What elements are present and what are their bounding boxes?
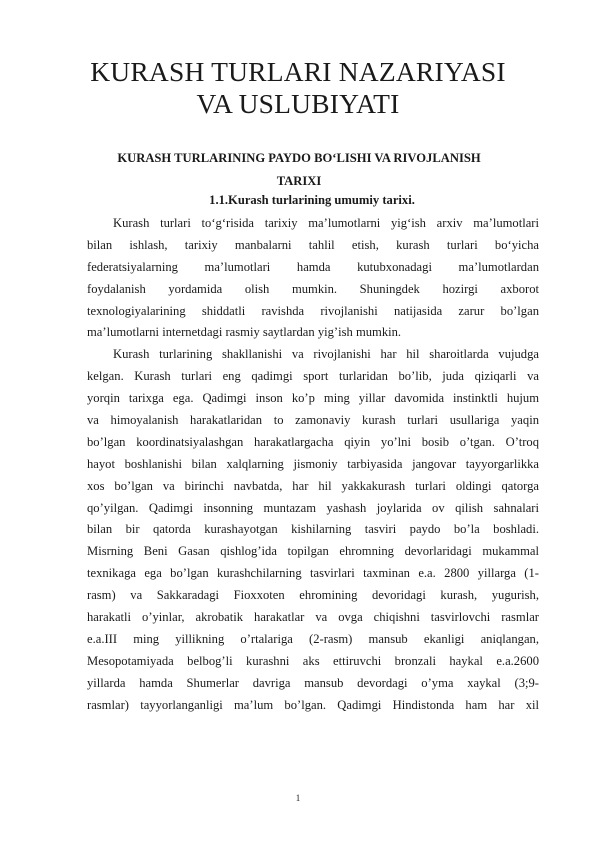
text-line: rasm) va Sakkaradagi Fioxxoten ehromining devoridagi kurash, yugurish, [87, 588, 539, 603]
body-text [87, 213, 539, 716]
text-line: qo’yilgan. Qadimgi insonning muntazam yashash joylarida ov qilish sahnalari [87, 500, 539, 515]
text-line: rasmlar) tayyorlanganligi ma’lum bo’lgan. Qadimgi Hindistonda ham har xil [87, 697, 539, 712]
text-line: federatsiyalarning ma’lumotlari hamda kutubxonadagi ma’lumotlardan [87, 259, 539, 274]
text-line: Kurash turlarining shakllanishi va rivojlanishi har hil sharoitlarda vujudga [113, 347, 539, 362]
text-line: xos bo’lgan va birinchi navbatda, har hil yakkakurash turlari oldingi qatorga [87, 478, 539, 493]
chapter-heading [96, 147, 502, 193]
text-line: texnikaga ega bo’lgan kurashchilarning tasvirlari taxminan e.a. 2800 yillarga (1- [87, 566, 539, 581]
text-line: yorqin tarixga ega. Qadimgi inson ko’p ming yillar davomida instinktli hujum [87, 391, 539, 406]
text-line: texnologiyalarining shiddatli ravishda rivojlanishi natijasida zarur bo’lgan [87, 303, 539, 318]
text-line: bo’lgan koordinatsiyalashgan harakatlargacha qiyin yo’lni bosib o’tgan. O’troq [87, 434, 539, 449]
text-line: foydalanish yordamida olish mumkin. Shuningdek hozirgi axborot [87, 281, 539, 296]
title-line-2: VA USLUBIYATI [196, 88, 400, 119]
chapter-heading-line-1: KURASH TURLARINING PAYDO BO‘LISHI VA RIVOJLANISH [117, 151, 481, 165]
section-heading: 1.1.Kurash turlarining umumiy tarixi. [209, 193, 415, 207]
document-title [60, 56, 536, 120]
text-line: Kurash turlari to‘g‘risida tarixiy ma’lumotlarni yig‘ish arxiv ma’lumotlari [113, 216, 539, 230]
text-line: Misrning Beni Gasan qishlog’ida topilgan ehromning devorlaridagi mukammal [87, 544, 539, 559]
text-line: ma’lumotlarni internetdagi rasmiy saytlardan yig’ish mumkin. [87, 325, 402, 340]
text-line: hayot boshlanishi bilan xalqlarning jismoniy tarbiyasida jangovar tayyorgarlikka [87, 456, 539, 471]
text-line: harakatli o’yinlar, akrobatik harakatlar va ovga chiqishni tasvirlovchi rasmlar [87, 610, 539, 625]
text-line: va himoyalanish harakatlaridan to zamonaviy kurash turlari usullariga yaqin [87, 413, 539, 428]
page-number: 1 [295, 793, 301, 803]
text-line: kelgan. Kurash turlari eng qadimgi sport turlaridan bo’lib, juda qiziqarli va [87, 369, 539, 384]
title-line-1: KURASH TURLARI NAZARIYASI [90, 56, 506, 87]
text-line: yillarda hamda Shumerlar davriga mansub devordagi o’yma xaykal (3;9- [87, 675, 539, 690]
text-line: e.a.III ming yillikning o’rtalariga (2-rasm) mansub ekanligi aniqlangan, [87, 631, 539, 646]
chapter-heading-line-2: TARIXI [276, 174, 322, 188]
text-line: bilan bir qatorda kurashayotgan kishilarning tasviri paydo bo’la boshladi. [87, 522, 539, 537]
text-line: bilan ishlash, tarixiy manbalarni tahlil etish, kurash turlari bo‘yicha [87, 237, 539, 252]
text-line: Mesopotamiyada belbog’li kurashni aks ettiruvchi bronzali haykal e.a.2600 [87, 653, 539, 668]
